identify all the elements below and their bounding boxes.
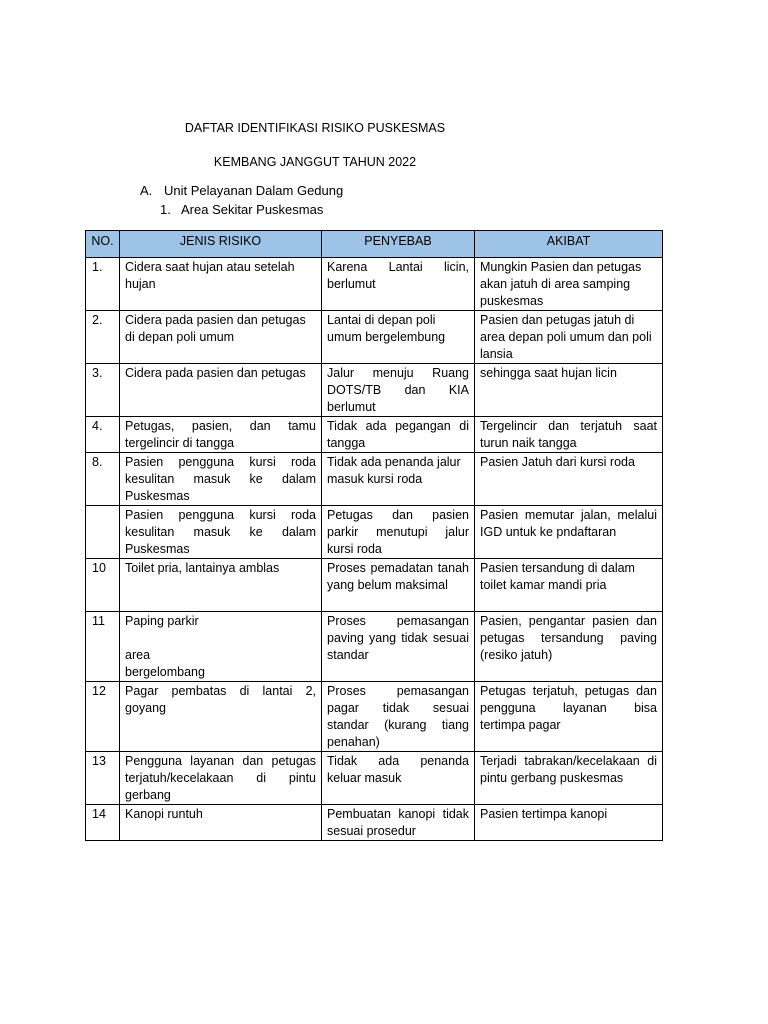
cell-penyebab: Proses pemasangan paving yang tidak sesuai standar bbox=[322, 612, 475, 682]
cell-no bbox=[86, 506, 120, 559]
cell-penyebab: Jalur menuju Ruang DOTS/TB dan KIA berlumut bbox=[322, 364, 475, 417]
cell-penyebab: Tidak ada pegangan di tangga bbox=[322, 417, 475, 453]
line-gap bbox=[125, 630, 316, 647]
cell-akibat: Tergelincir dan terjatuh saat turun naik tangga bbox=[475, 417, 663, 453]
subsection-title: Area Sekitar Puskesmas bbox=[181, 202, 324, 217]
table-row bbox=[86, 559, 663, 612]
cell-akibat: Pasien tersandung di dalam toilet kamar mandi pria bbox=[475, 559, 663, 612]
cell-penyebab: Proses pemasangan pagar tidak sesuai standar (kurang tiang penahan) bbox=[322, 682, 475, 752]
cell-jenis-part2: area bbox=[125, 648, 151, 662]
table-row bbox=[86, 417, 663, 453]
document-subtitle: KEMBANG JANGGUT TAHUN 2022 bbox=[213, 155, 417, 169]
risk-table bbox=[85, 230, 663, 841]
cell-akibat: Pasien memutar jalan, melalui IGD untuk ke pndaftaran bbox=[475, 506, 663, 559]
table-header-row bbox=[86, 231, 663, 258]
table-row bbox=[86, 752, 663, 805]
header-penyebab: PENYEBAB bbox=[322, 231, 475, 258]
header-jenis-risiko: JENIS RISIKO bbox=[120, 231, 322, 258]
cell-jenis-part1: Paping parkir bbox=[125, 614, 199, 628]
table-row bbox=[86, 506, 663, 559]
cell-penyebab: Lantai di depan poli umum bergelembung bbox=[322, 311, 475, 364]
cell-jenis-risiko: Pasien pengguna kursi roda kesulitan masuk ke dalam Puskesmas bbox=[120, 453, 322, 506]
cell-jenis-risiko: Cidera pada pasien dan petugas di depan poli umum bbox=[120, 311, 322, 364]
cell-jenis-line1 bbox=[125, 613, 316, 630]
cell-jenis-risiko: Pengguna layanan dan petugas terjatuh/kecelakaan di pintu gerbang bbox=[120, 752, 322, 805]
table-row bbox=[86, 453, 663, 506]
cell-no: 10 bbox=[86, 559, 120, 612]
cell-akibat: Pasien dan petugas jatuh di area depan poli umum dan poli lansia bbox=[475, 311, 663, 364]
cell-no: 2. bbox=[86, 311, 120, 364]
subsection-marker: 1. bbox=[160, 202, 171, 217]
document-title: DAFTAR IDENTIFIKASI RISIKO PUSKESMAS bbox=[184, 121, 446, 135]
cell-jenis-risiko: Kanopi runtuh bbox=[120, 805, 322, 841]
header-akibat: AKIBAT bbox=[475, 231, 663, 258]
cell-no: 14 bbox=[86, 805, 120, 841]
cell-akibat: Pasien Jatuh dari kursi roda bbox=[475, 453, 663, 506]
section-title: Unit Pelayanan Dalam Gedung bbox=[164, 183, 344, 198]
table-row bbox=[86, 612, 663, 682]
cell-jenis-risiko: Toilet pria, lantainya amblas bbox=[120, 559, 322, 612]
cell-akibat: Petugas terjatuh, petugas dan pengguna layanan bisa tertimpa pagar bbox=[475, 682, 663, 752]
cell-no: 13 bbox=[86, 752, 120, 805]
cell-penyebab: Proses pemadatan tanah yang belum maksimal bbox=[322, 559, 475, 612]
header-no: NO. bbox=[86, 231, 120, 258]
cell-akibat: Pasien, pengantar pasien dan petugas tersandung paving (resiko jatuh) bbox=[475, 612, 663, 682]
cell-penyebab: Petugas dan pasien parkir menutupi jalur kursi roda bbox=[322, 506, 475, 559]
cell-jenis-risiko: Cidera pada pasien dan petugas bbox=[120, 364, 322, 417]
cell-penyebab: Pembuatan kanopi tidak sesuai prosedur bbox=[322, 805, 475, 841]
table-row bbox=[86, 805, 663, 841]
cell-jenis-risiko: Petugas, pasien, dan tamu tergelincir di tangga bbox=[120, 417, 322, 453]
cell-akibat: sehingga saat hujan licin bbox=[475, 364, 663, 417]
cell-no: 1. bbox=[86, 258, 120, 311]
cell-no: 4. bbox=[86, 417, 120, 453]
table-row bbox=[86, 682, 663, 752]
table-row bbox=[86, 364, 663, 417]
cell-jenis-risiko: Pagar pembatas di lantai 2, goyang bbox=[120, 682, 322, 752]
cell-jenis-risiko: Cidera saat hujan atau setelah hujan bbox=[120, 258, 322, 311]
cell-no: 8. bbox=[86, 453, 120, 506]
table-row bbox=[86, 311, 663, 364]
cell-jenis-risiko: Pasien pengguna kursi roda kesulitan masuk ke dalam Puskesmas bbox=[120, 506, 322, 559]
cell-no: 12 bbox=[86, 682, 120, 752]
section-marker: A. bbox=[140, 183, 153, 198]
cell-akibat: Terjadi tabrakan/kecelakaan di pintu gerbang puskesmas bbox=[475, 752, 663, 805]
cell-penyebab: Tidak ada penanda jalur masuk kursi roda bbox=[322, 453, 475, 506]
cell-penyebab: Tidak ada penanda keluar masuk bbox=[322, 752, 475, 805]
cell-no: 11 bbox=[86, 612, 120, 682]
section-heading bbox=[140, 183, 343, 198]
cell-akibat: Pasien tertimpa kanopi bbox=[475, 805, 663, 841]
cell-no: 3. bbox=[86, 364, 120, 417]
table-row bbox=[86, 258, 663, 311]
cell-penyebab: Karena Lantai licin, berlumut bbox=[322, 258, 475, 311]
cell-akibat: Mungkin Pasien dan petugas akan jatuh di area samping puskesmas bbox=[475, 258, 663, 311]
cell-jenis-risiko bbox=[120, 612, 322, 682]
subsection-heading bbox=[160, 202, 323, 217]
cell-jenis-part3: bergelombang bbox=[125, 665, 205, 679]
